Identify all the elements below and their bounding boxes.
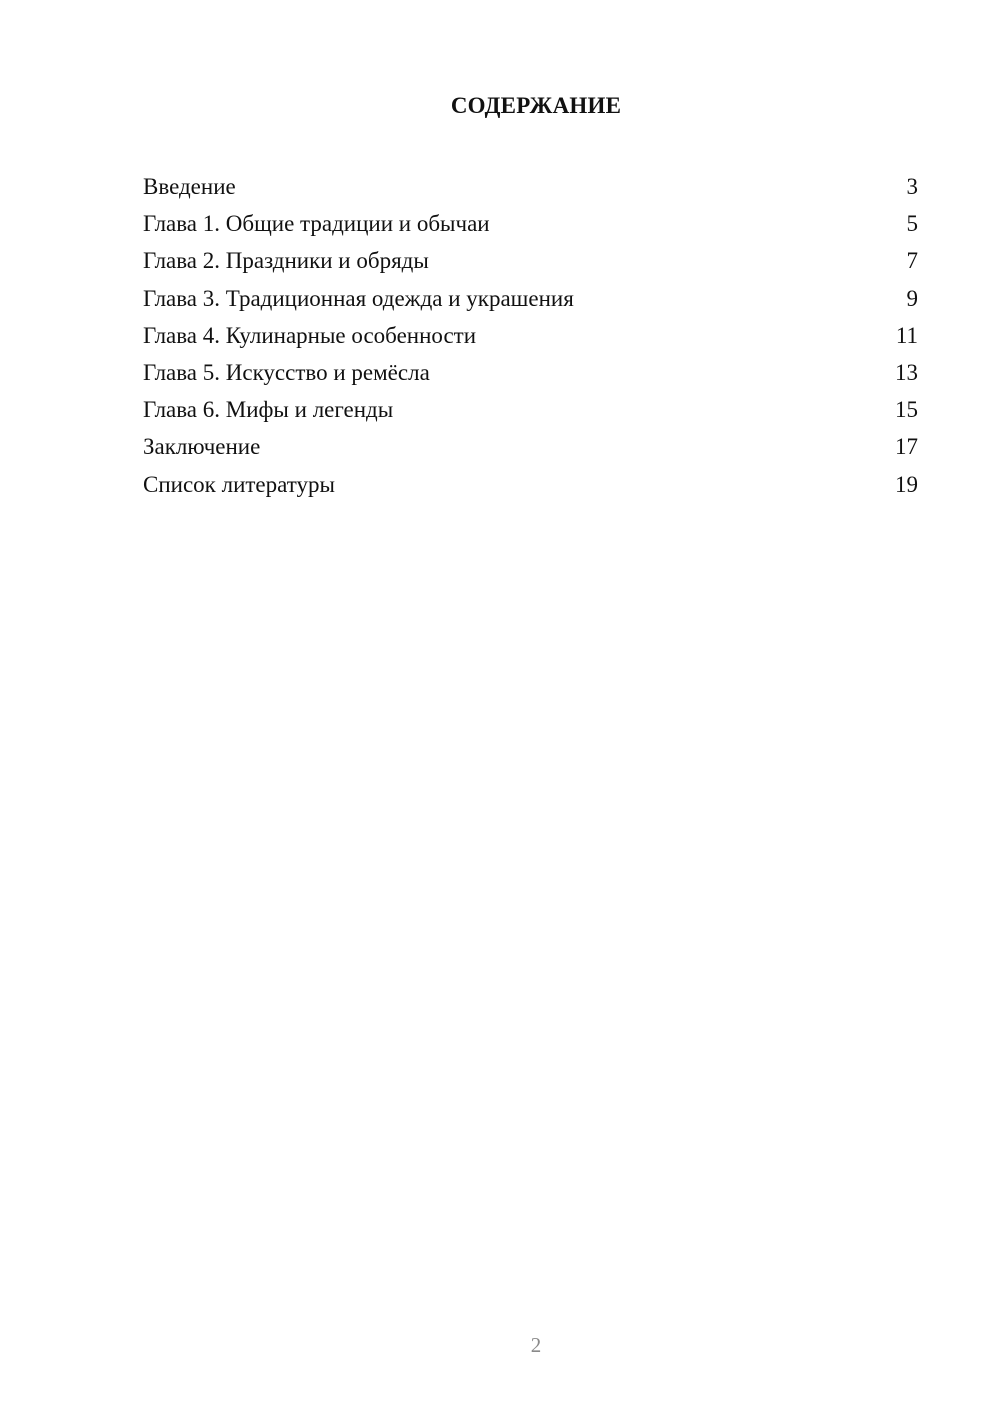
toc-entry-page: 5 (906, 211, 918, 237)
toc-entry-label: Глава 1. Общие традиции и обычаи (143, 211, 490, 237)
table-of-contents (143, 168, 918, 503)
toc-entry-label: Глава 2. Праздники и обряды (143, 248, 429, 274)
toc-entry-page: 9 (906, 285, 918, 311)
toc-entry-page: 13 (895, 359, 918, 385)
toc-entry-label: Глава 4. Кулинарные особенности (143, 322, 477, 348)
toc-entry-conclusion (143, 428, 918, 465)
toc-entry-page: 7 (906, 248, 918, 274)
page-title: СОДЕРЖАНИЕ (450, 93, 622, 118)
page-number: 2 (530, 1333, 542, 1357)
toc-entry-chapter-1 (143, 205, 918, 242)
toc-entry-chapter-5 (143, 354, 918, 391)
toc-entry-label: Глава 6. Мифы и легенды (143, 397, 394, 423)
toc-entry-page: 11 (895, 322, 918, 348)
toc-entry-chapter-2 (143, 242, 918, 279)
toc-entry-label: Введение (143, 174, 236, 199)
toc-entry-page: 17 (895, 434, 918, 460)
toc-entry-label: Глава 5. Искусство и ремёсла (143, 359, 430, 385)
toc-entry-label: Список литературы (143, 471, 335, 497)
toc-entry-chapter-6 (143, 391, 918, 428)
toc-entry-bibliography (143, 466, 918, 503)
toc-entry-label: Глава 3. Традиционная одежда и украшения (143, 285, 574, 311)
toc-entry-label: Заключение (143, 434, 261, 460)
toc-entry-page: 3 (906, 174, 918, 199)
toc-entry-chapter-3 (143, 280, 918, 317)
toc-entry-page: 19 (895, 471, 918, 497)
toc-entry-page: 15 (895, 397, 918, 423)
toc-entry-chapter-4 (143, 317, 918, 354)
toc-entry-introduction (143, 168, 918, 205)
